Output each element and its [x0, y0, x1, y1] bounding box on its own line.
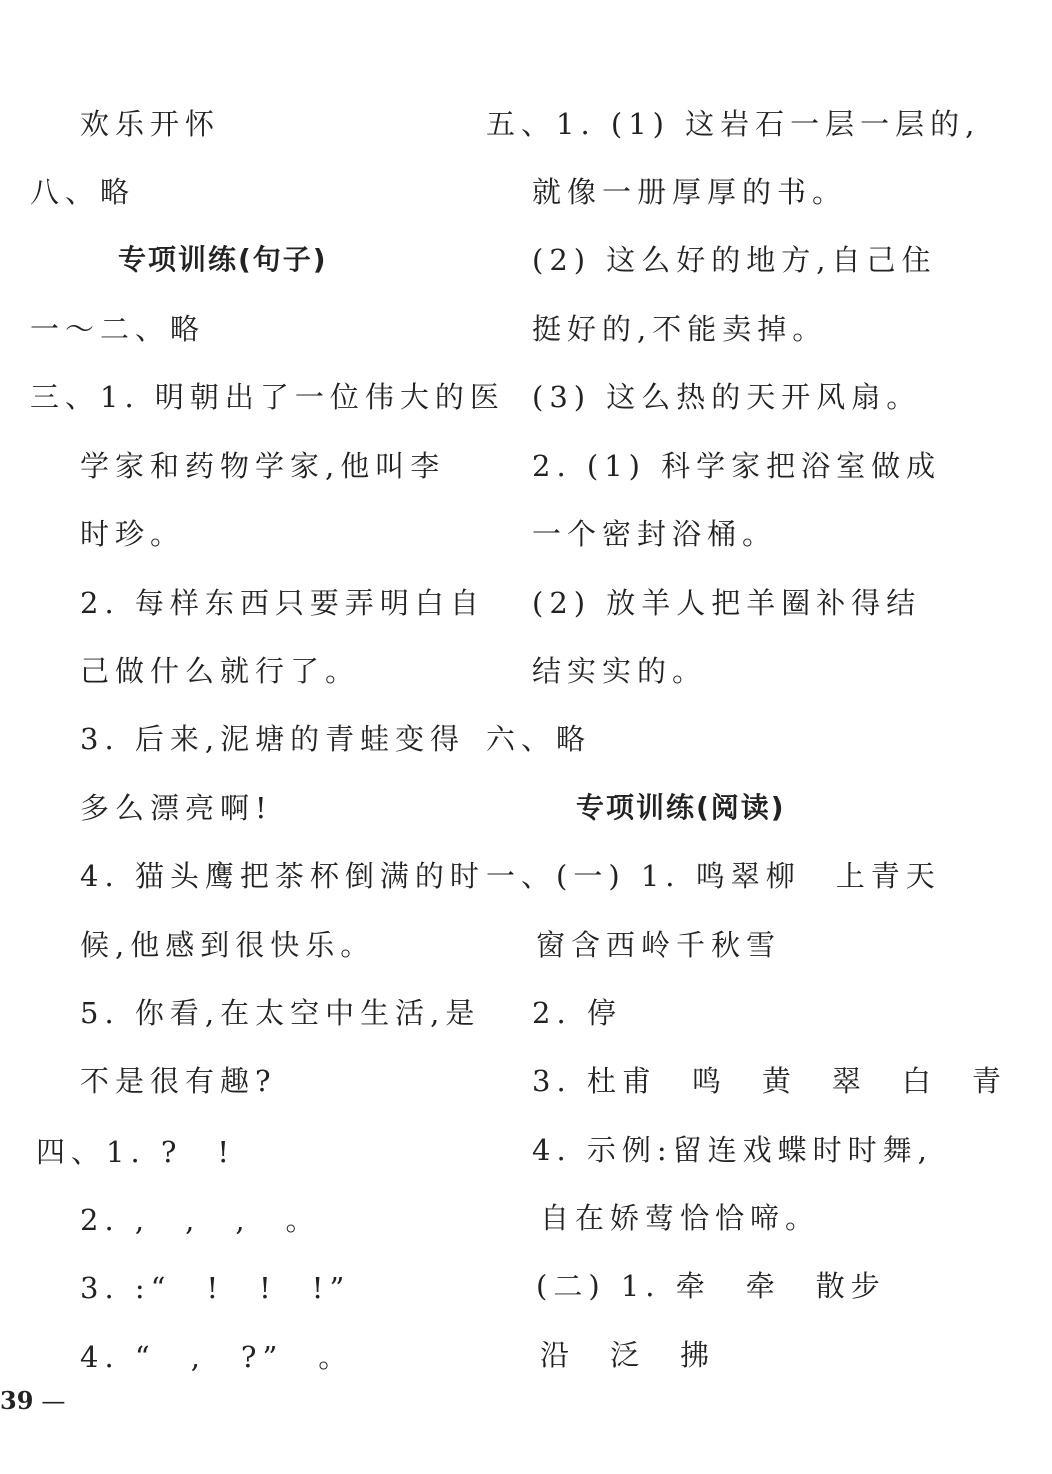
footer-dash: —	[41, 1387, 66, 1415]
text-line: 四、1. ? !	[36, 1135, 236, 1169]
text-line: 不是很有趣?	[80, 1064, 277, 1098]
text-line: 2. (1) 科学家把浴室做成	[532, 449, 942, 483]
text-line: 就像一册厚厚的书。	[532, 175, 848, 209]
text-line: (2) 这么好的地方,自己住	[532, 243, 937, 277]
text-line: (二) 1. 牵 牵 散步	[536, 1269, 886, 1303]
text-line: 2. 每样东西只要弄明白自	[80, 586, 485, 620]
text-line: 多么漂亮啊!	[80, 791, 273, 825]
page-footer	[0, 1386, 65, 1416]
text-line: (3) 这么热的天开风扇。	[532, 380, 922, 414]
section-label: 一～二、略	[30, 312, 206, 346]
text-line: 学家和药物学家,他叫李	[80, 449, 446, 483]
text-line: 3. 后来,泥塘的青蛙变得	[80, 722, 466, 756]
text-line: 4. 猫头鹰把茶杯倒满的时	[80, 859, 485, 893]
text-line: 三、1. 明朝出了一位伟大的医	[30, 380, 505, 414]
text-line: 5. 你看,在太空中生活,是	[80, 996, 481, 1030]
text-line: 一个密封浴桶。	[532, 517, 778, 551]
text-line: 4. “ , ?” 。	[80, 1340, 354, 1374]
text-line: 一、(一) 1. 鸣翠柳 上青天	[486, 859, 941, 893]
text-line: 2. 停	[532, 996, 622, 1030]
text-line: 3. 杜甫 鸣 黄 翠 白 青	[532, 1064, 1007, 1098]
text-line: 3. :“ ! ! !”	[80, 1271, 351, 1305]
text-line: 自在娇莺恰恰啼。	[540, 1201, 821, 1235]
text-line: 窗含西岭千秋雪	[536, 928, 782, 962]
text-line: 4. 示例:留连戏蝶时时舞,	[532, 1133, 933, 1167]
text-line: 欢乐开怀	[80, 107, 221, 141]
text-line: 候,他感到很快乐。	[80, 928, 376, 962]
text-line: 沿 泛 拂	[540, 1338, 716, 1372]
text-line: (2) 放羊人把羊圈补得结	[532, 586, 922, 620]
text-line: 五、1. (1) 这岩石一层一层的,	[486, 107, 981, 141]
text-line: 挺好的,不能卖掉。	[532, 312, 828, 346]
section-heading-sentences: 专项训练(句子)	[118, 243, 328, 276]
text-line: 2. , , , 。	[80, 1203, 321, 1237]
section-heading-reading: 专项训练(阅读)	[576, 791, 786, 824]
section-label: 六、略	[486, 722, 592, 756]
page-number: 39	[0, 1386, 34, 1415]
text-line: 结实实的。	[532, 654, 708, 688]
text-line: 己做什么就行了。	[80, 654, 361, 688]
section-label: 八、略	[30, 175, 136, 209]
text-line: 时珍。	[80, 517, 186, 551]
